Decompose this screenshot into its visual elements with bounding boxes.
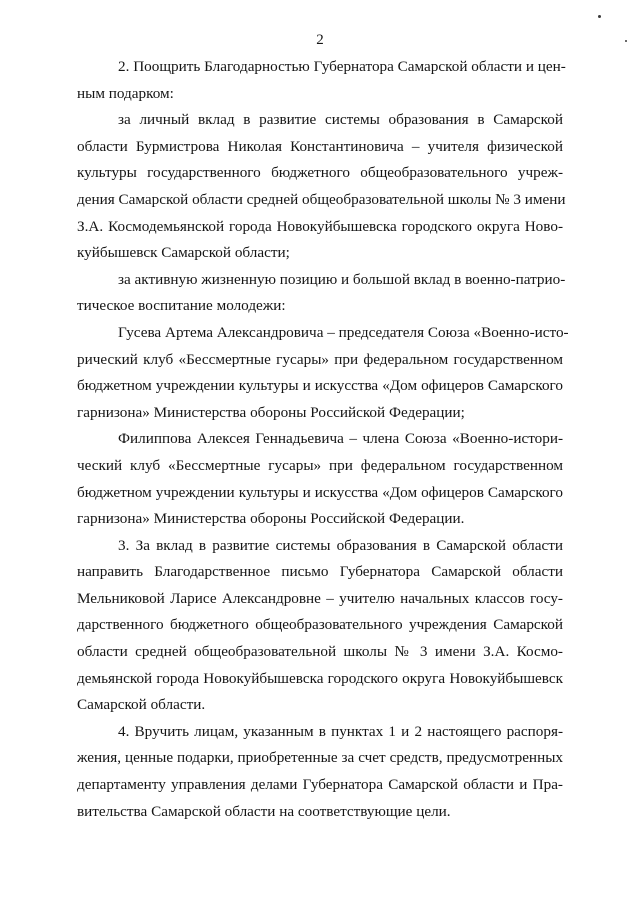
text-line: Гусева Артема Александровича – председателя Союза «Военно-исто- (118, 323, 569, 341)
text-line: бюджетном учреждении культуры и искусства «Дом офицеров Самарского (77, 377, 563, 395)
text-line: жения, ценные подарки, приобретенные за счет средств, предусмотренных (77, 749, 563, 767)
text-line: куйбышевск Самарской области; (77, 244, 290, 262)
text-line: ным подарком: (77, 84, 174, 102)
paragraph-item-2 (77, 54, 566, 107)
text-line: Мельниковой Ларисе Александровне – учителю начальных классов госу- (77, 589, 563, 607)
page-number: 2 (316, 32, 324, 48)
scan-mark-top-right (598, 15, 601, 18)
text-line: гарнизона» Министерства обороны Российской Федерации; (77, 403, 465, 421)
text-line: дения Самарской области средней общеобразовательной школы № 3 имени (77, 190, 566, 208)
text-line: З.А. Космодемьянской города Новокуйбышевска городского округа Ново- (77, 217, 563, 235)
text-line: 3. За вклад в развитие системы образования в Самарской области (118, 536, 563, 554)
document-body (77, 54, 569, 825)
text-line: 4. Вручить лицам, указанным в пунктах 1 и 2 настоящего распоря- (118, 722, 563, 740)
text-line: бюджетном учреждении культуры и искусства «Дом офицеров Самарского (77, 483, 563, 501)
text-line: культуры государственного бюджетного общеобразовательного учреж- (77, 164, 563, 182)
text-line: дарственного бюджетного общеобразовательного учреждения Самарской (77, 616, 563, 634)
text-line: за личный вклад в развитие системы образования в Самарской (118, 111, 563, 129)
text-line: области средней общеобразовательной школы № 3 имени З.А. Космо- (77, 643, 563, 661)
paragraph-patriotic-education (77, 267, 566, 320)
text-line: вительства Самарской области на соответствующие цели. (77, 802, 451, 820)
text-line: департаменту управления делами Губернатора Самарской области и Пра- (77, 776, 563, 794)
paragraph-education-contribution (77, 107, 566, 267)
paragraph-filippova (77, 426, 563, 532)
text-line: ческий клуб «Бессмертные гусары» при федеральном государственном (77, 456, 563, 474)
paragraph-item-3 (77, 533, 563, 719)
text-line: демьянской города Новокуйбышевска городского округа Новокуйбышевск (77, 669, 563, 687)
text-line: области Бурмистрова Николая Константиновича – учителя физической (77, 137, 563, 155)
text-line: Филиппова Алексея Геннадьевича – члена Союза «Военно-истори- (118, 430, 563, 448)
text-line: за активную жизненную позицию и большой вклад в военно-патрио- (118, 270, 566, 288)
text-line: тическое воспитание молодежи: (77, 297, 286, 315)
text-line: Самарской области. (77, 696, 206, 714)
text-line: гарнизона» Министерства обороны Российской Федерации. (77, 510, 465, 528)
paragraph-item-4 (77, 719, 563, 825)
paragraph-guseva (77, 320, 569, 426)
text-line: 2. Поощрить Благодарностью Губернатора Самарской области и цен- (118, 58, 566, 75)
text-line: направить Благодарственное письмо Губернатора Самарской области (77, 563, 563, 581)
text-line: рический клуб «Бессмертные гусары» при федеральном государственном (77, 350, 563, 368)
